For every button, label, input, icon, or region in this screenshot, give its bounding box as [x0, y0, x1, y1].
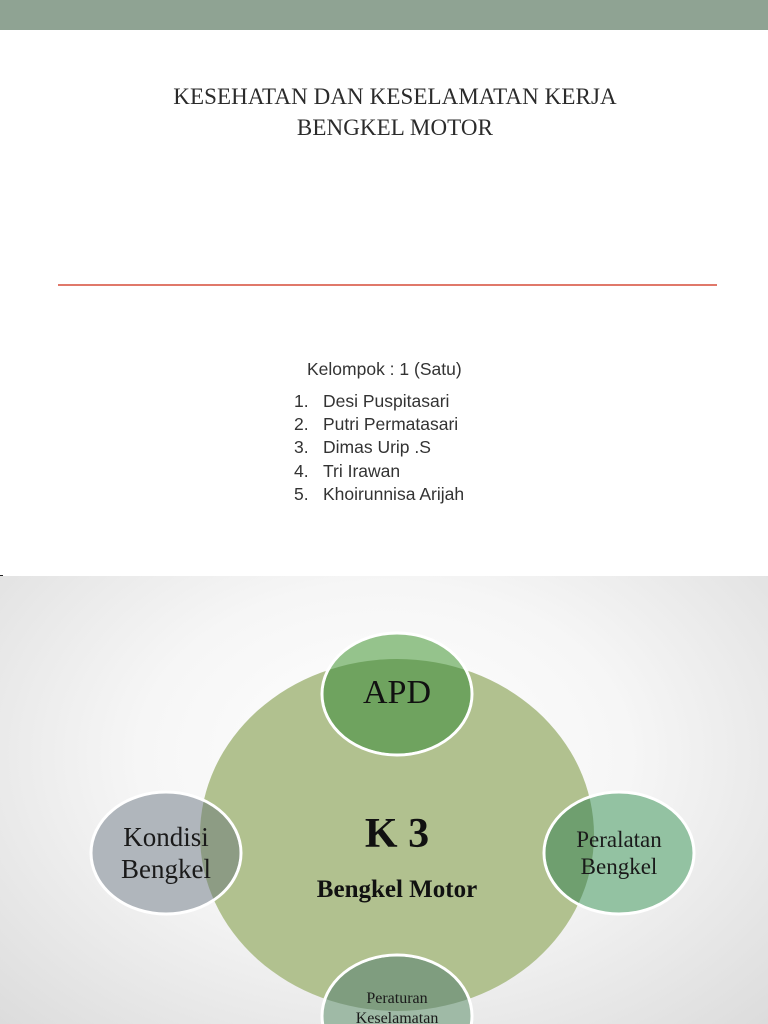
slide-title-line-1: KESEHATAN DAN KESELAMATAN KERJA [173, 84, 617, 109]
bottom-node-label-line-1: Peraturan [366, 990, 428, 1007]
member-item: 1. Desi Puspitasari [294, 390, 464, 413]
member-item: 4. Tri Irawan [294, 460, 464, 483]
center-title: K 3 [364, 811, 430, 857]
right-node-label-line-1: Peralatan [576, 827, 662, 852]
member-item: 3. Dimas Urip .S [294, 436, 464, 459]
top-accent-bar [0, 0, 768, 30]
k3-diagram [0, 576, 768, 1024]
member-name: Tri Irawan [323, 460, 401, 481]
divider-line [58, 284, 717, 286]
member-name: Putri Permatasari [323, 414, 459, 435]
diagram-slide [0, 576, 768, 1024]
slide-title [0, 81, 768, 143]
member-name: Desi Puspitasari [323, 391, 450, 411]
group-label: Kelompok : 1 (Satu) [307, 359, 462, 379]
bottom-node-label-line-2: Keselamatan [355, 1010, 439, 1024]
left-node-label-line-2: Bengkel [121, 854, 211, 884]
member-name: Khoirunnisa Arijah [323, 483, 465, 504]
member-list [294, 390, 464, 506]
member-item: 5. Khoirunnisa Arijah [294, 483, 464, 506]
right-node-label-line-2: Bengkel [580, 854, 658, 879]
center-subtitle: Bengkel Motor [316, 876, 478, 903]
member-item: 2. Putri Permatasari [294, 413, 464, 436]
member-name: Dimas Urip .S [323, 437, 431, 458]
top-node-label: APD [362, 674, 432, 711]
left-node-label-line-1: Kondisi [123, 822, 209, 852]
slide-title-line-2: BENGKEL MOTOR [296, 115, 494, 140]
